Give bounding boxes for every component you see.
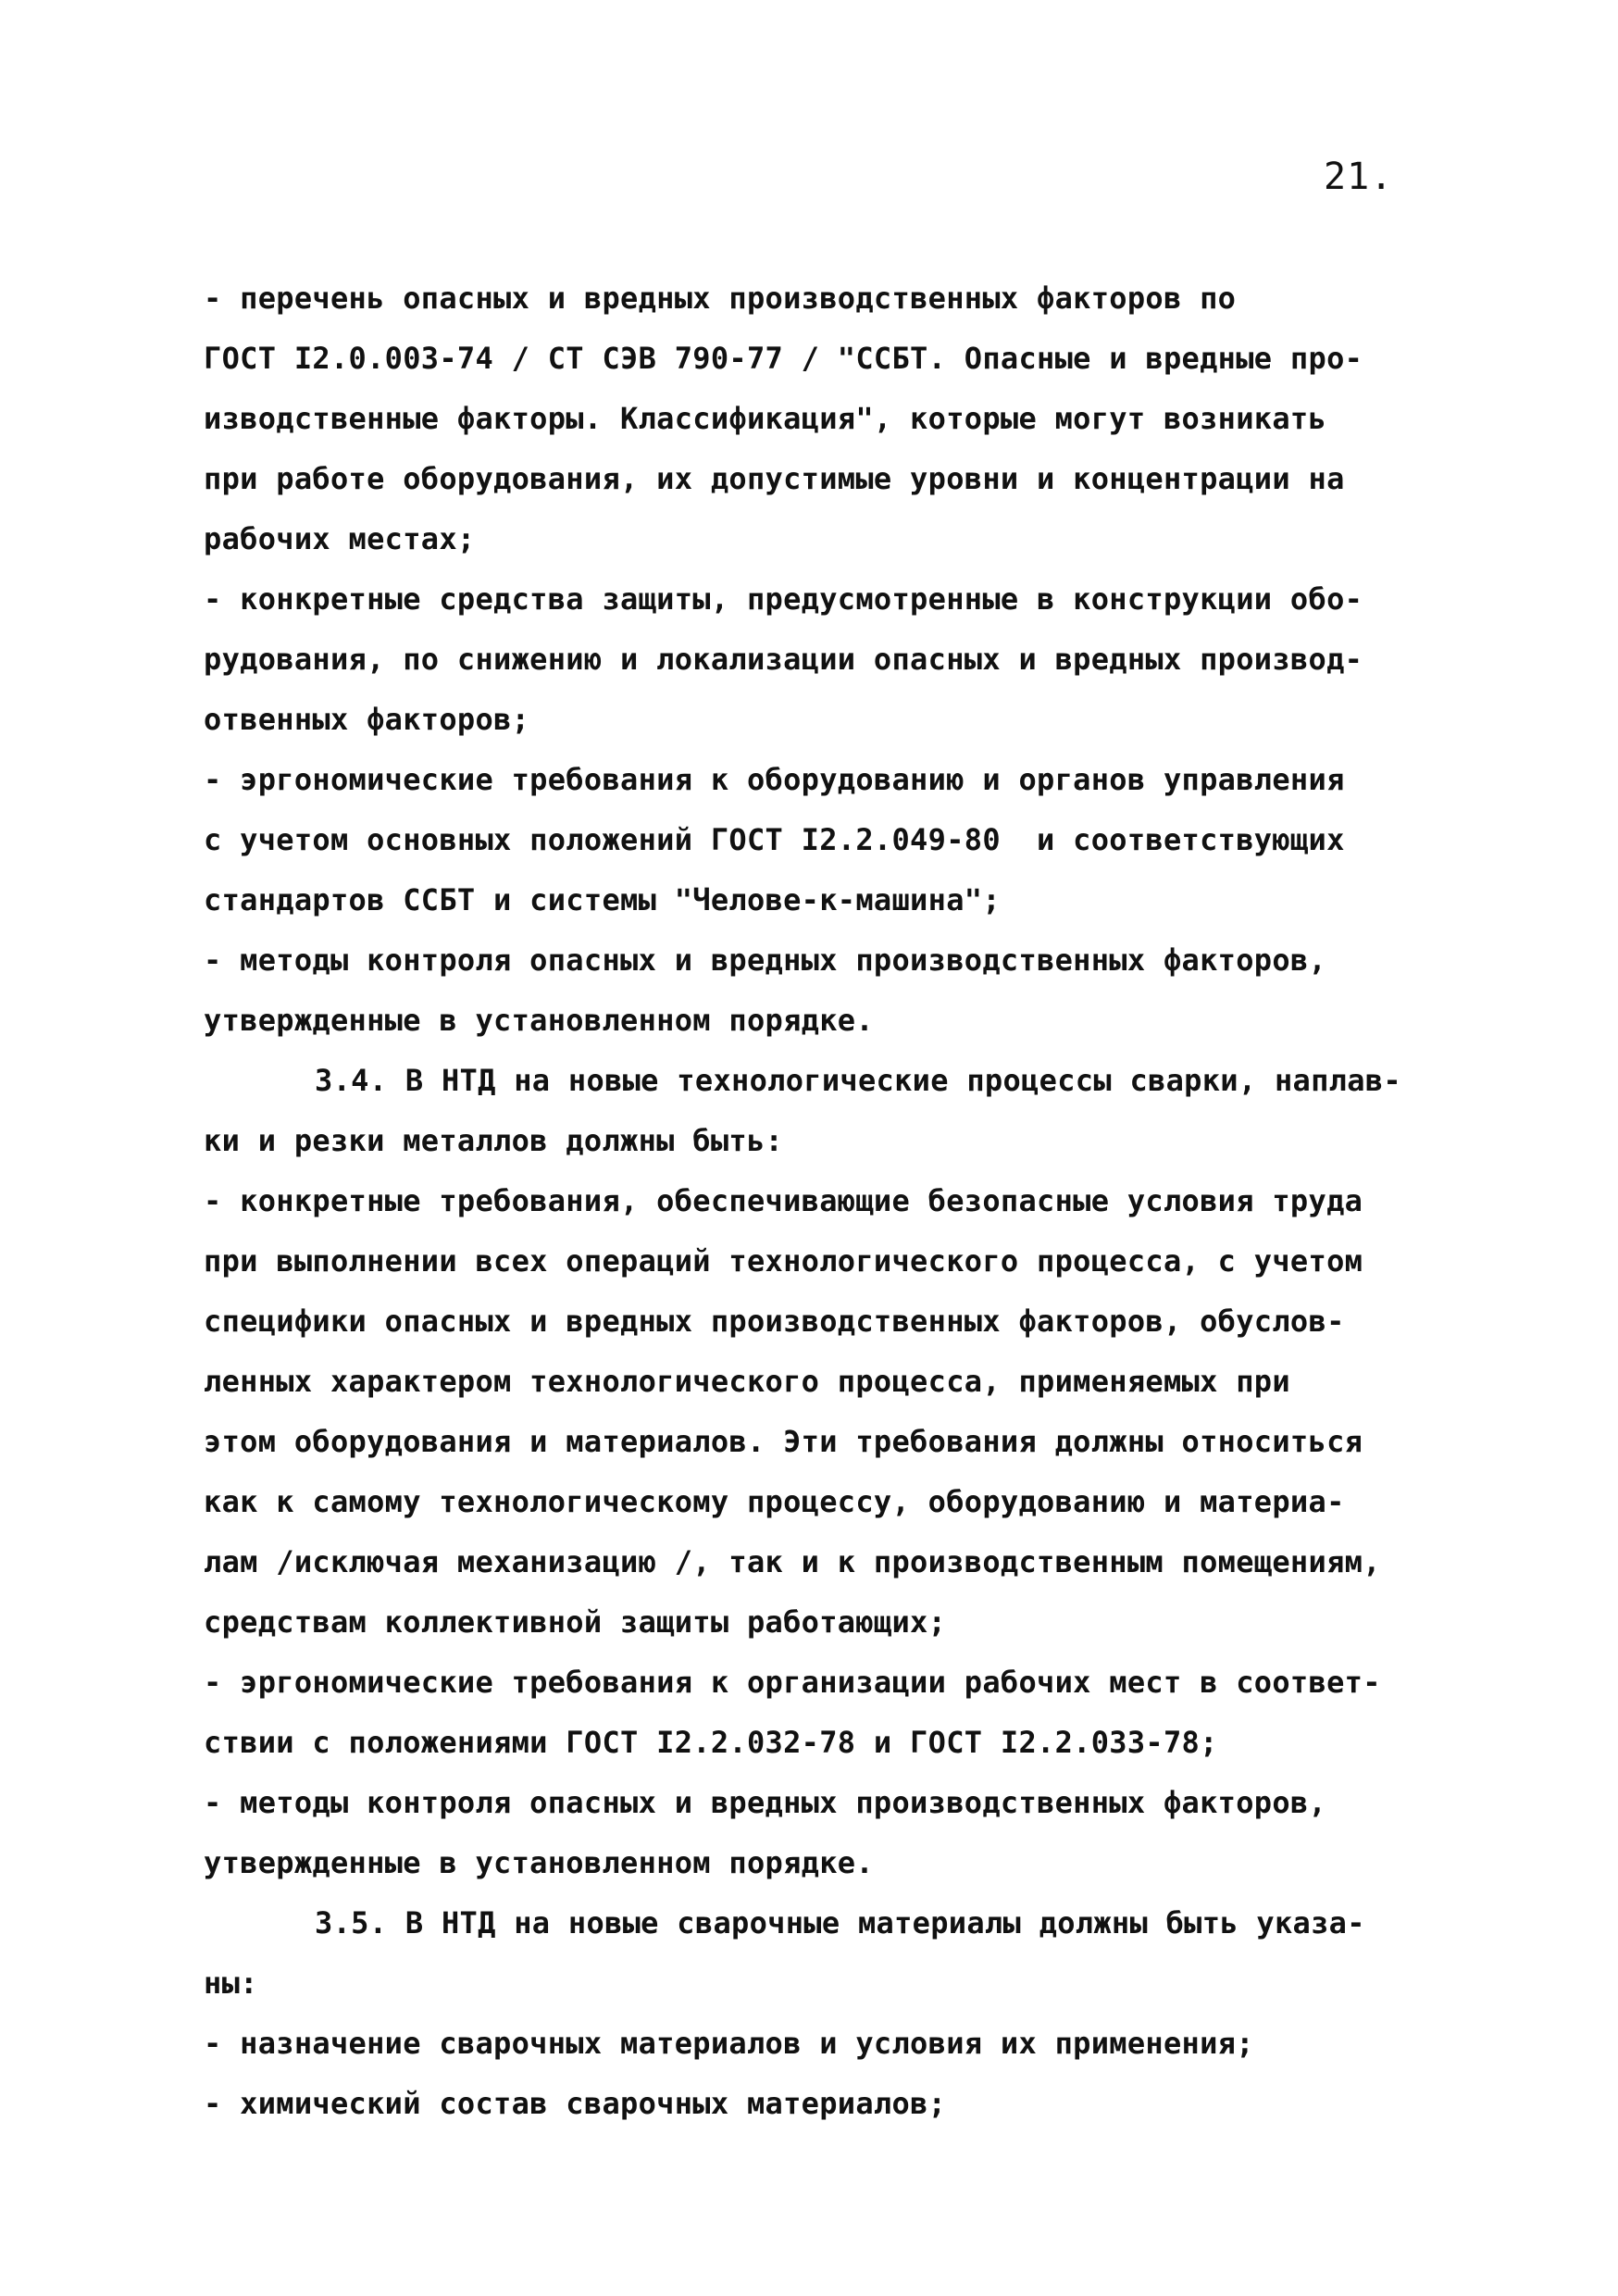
text-line: ленных характером технологического процесса, применяемых при xyxy=(204,1364,1290,1399)
text-line: - конкретные средства защиты, предусмотренные в конструкции обо- xyxy=(204,581,1363,617)
text-line: утвержденные в установленном порядке. xyxy=(204,1845,874,1880)
text-line: изводственные факторы. Классификация", которые могут возникать xyxy=(204,401,1327,436)
text-line: при работе оборудования, их допустимые уровни и концентрации на xyxy=(204,461,1345,496)
page-number: 21. xyxy=(1324,156,1394,198)
text-line: - конкретные требования, обеспечивающие безопасные условия труда xyxy=(204,1183,1363,1218)
text-line: ны: xyxy=(204,1965,258,2001)
text-line: стандартов ССБТ и системы "Челове-к-машина"; xyxy=(204,882,1001,917)
text-line: - перечень опасных и вредных производственных факторов по xyxy=(204,281,1237,316)
text-line: ГОСТ I2.0.003-74 / СТ СЭВ 790-77 / "ССБТ. Опасные и вредные про- xyxy=(204,341,1363,376)
text-line: - эргономические требования к организации рабочих мест в соответ- xyxy=(204,1665,1381,1700)
text-line: лам /исключая механизацию /, так и к производственным помещениям, xyxy=(204,1544,1381,1579)
text-line: этом оборудования и материалов. Эти требования должны относиться xyxy=(204,1424,1363,1459)
section-heading-3-5: 3.5. В НТД на новые сварочные материалы должны быть указа- xyxy=(315,1905,1365,1940)
text-line: утвержденные в установленном порядке. xyxy=(204,1003,874,1038)
text-line: как к самому технологическому процессу, оборудованию и материа- xyxy=(204,1484,1345,1519)
section-heading-3-4: 3.4. В НТД на новые технологические процессы сварки, наплав- xyxy=(315,1063,1401,1098)
text-line: отвенных факторов; xyxy=(204,702,530,737)
text-line: средствам коллективной защиты работающих; xyxy=(204,1604,947,1640)
text-line: - методы контроля опасных и вредных производственных факторов, xyxy=(204,942,1327,978)
text-line: ки и резки металлов должны быть: xyxy=(204,1123,784,1158)
text-line: рабочих местах; xyxy=(204,521,476,556)
text-line: при выполнении всех операций технологического процесса, с учетом xyxy=(204,1243,1363,1279)
text-line: ствии с положениями ГОСТ I2.2.032-78 и ГОСТ I2.2.033-78; xyxy=(204,1725,1218,1760)
text-line: - назначение сварочных материалов и условия их применения; xyxy=(204,2026,1254,2061)
text-line: рудования, по снижению и локализации опасных и вредных производ- xyxy=(204,642,1363,677)
text-line: с учетом основных положений ГОСТ I2.2.049-80 и соответствующих xyxy=(204,822,1345,857)
body-text xyxy=(204,268,1425,2134)
text-line: специфики опасных и вредных производственных факторов, обуслов- xyxy=(204,1304,1345,1339)
text-line: - эргономические требования к оборудованию и органов управления xyxy=(204,762,1345,797)
text-line: - химический состав сварочных материалов; xyxy=(204,2086,947,2121)
text-line: - методы контроля опасных и вредных производственных факторов, xyxy=(204,1785,1327,1820)
